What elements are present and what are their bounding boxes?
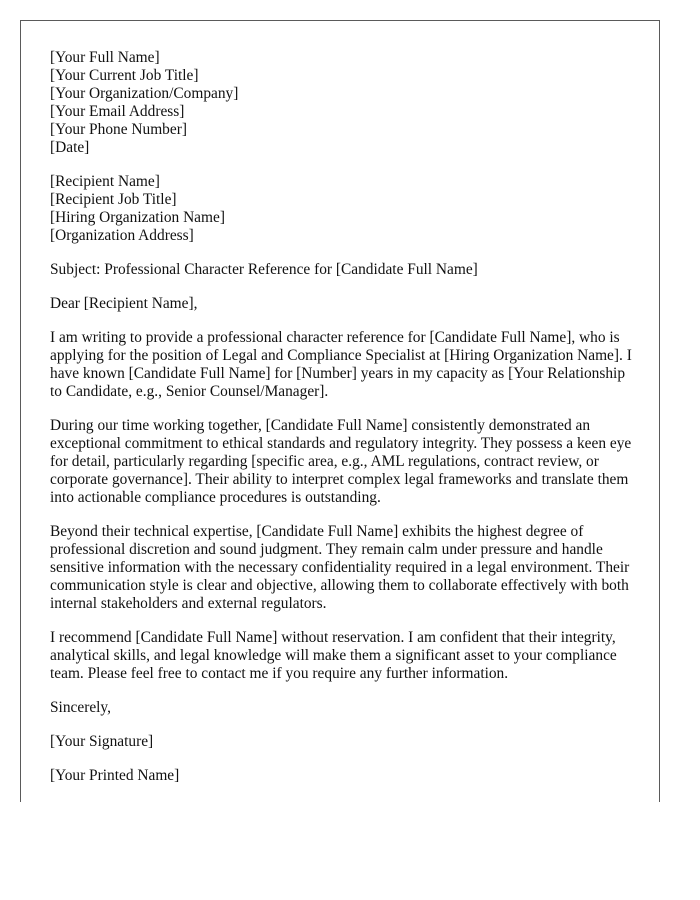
- recipient-name: [Recipient Name]: [50, 173, 160, 190]
- signature-placeholder: [Your Signature]: [50, 733, 154, 750]
- body-paragraph-4: I recommend [Candidate Full Name] without reservation. I am confident that their integrity, analytical skills, and legal knowledge will make them a significant asset to your compliance team. Please feel free to contact me if you require any further information.: [50, 629, 617, 682]
- sender-block: [50, 49, 640, 157]
- sender-organization: [Your Organization/Company]: [50, 85, 239, 102]
- body-paragraph-1: I am writing to provide a professional character reference for [Candidate Full Name], who is applying for the position of Legal and Compliance Specialist at [Hiring Organization Name]. I have known [Candidate Full Name] for [Number] years in my capacity as [Your Relationship to Candidate, e.g., Senior Counsel/Manager].: [50, 329, 632, 400]
- letter-content: [50, 49, 640, 801]
- letter-page: [20, 20, 660, 802]
- recipient-block: [50, 173, 640, 245]
- recipient-job-title: [Recipient Job Title]: [50, 191, 177, 208]
- subject-line: Subject: Professional Character Reference for [Candidate Full Name]: [50, 261, 478, 278]
- sender-phone: [Your Phone Number]: [50, 121, 187, 138]
- recipient-address: [Organization Address]: [50, 227, 194, 244]
- body-paragraph-2: During our time working together, [Candidate Full Name] consistently demonstrated an exceptional commitment to ethical standards and regulatory integrity. They possess a keen eye for detail, particularly regarding [specific area, e.g., AML regulations, contract review, or corporate governance]. Their ability to interpret complex legal frameworks and translate them into actionable compliance procedures is outstanding.: [50, 417, 632, 506]
- sender-email: [Your Email Address]: [50, 103, 185, 120]
- body-paragraph-3: Beyond their technical expertise, [Candidate Full Name] exhibits the highest degree of professional discretion and sound judgment. They remain calm under pressure and handle sensitive information with the necessary confidentiality required in a legal environment. Their communication style is clear and objective, allowing them to collaborate effectively with both internal stakeholders and external regulators.: [50, 523, 630, 612]
- letter-date: [Date]: [50, 139, 90, 156]
- salutation: Dear [Recipient Name],: [50, 295, 198, 312]
- recipient-organization: [Hiring Organization Name]: [50, 209, 225, 226]
- sender-full-name: [Your Full Name]: [50, 49, 160, 66]
- closing: Sincerely,: [50, 699, 111, 716]
- printed-name: [Your Printed Name]: [50, 767, 180, 784]
- sender-job-title: [Your Current Job Title]: [50, 67, 199, 84]
